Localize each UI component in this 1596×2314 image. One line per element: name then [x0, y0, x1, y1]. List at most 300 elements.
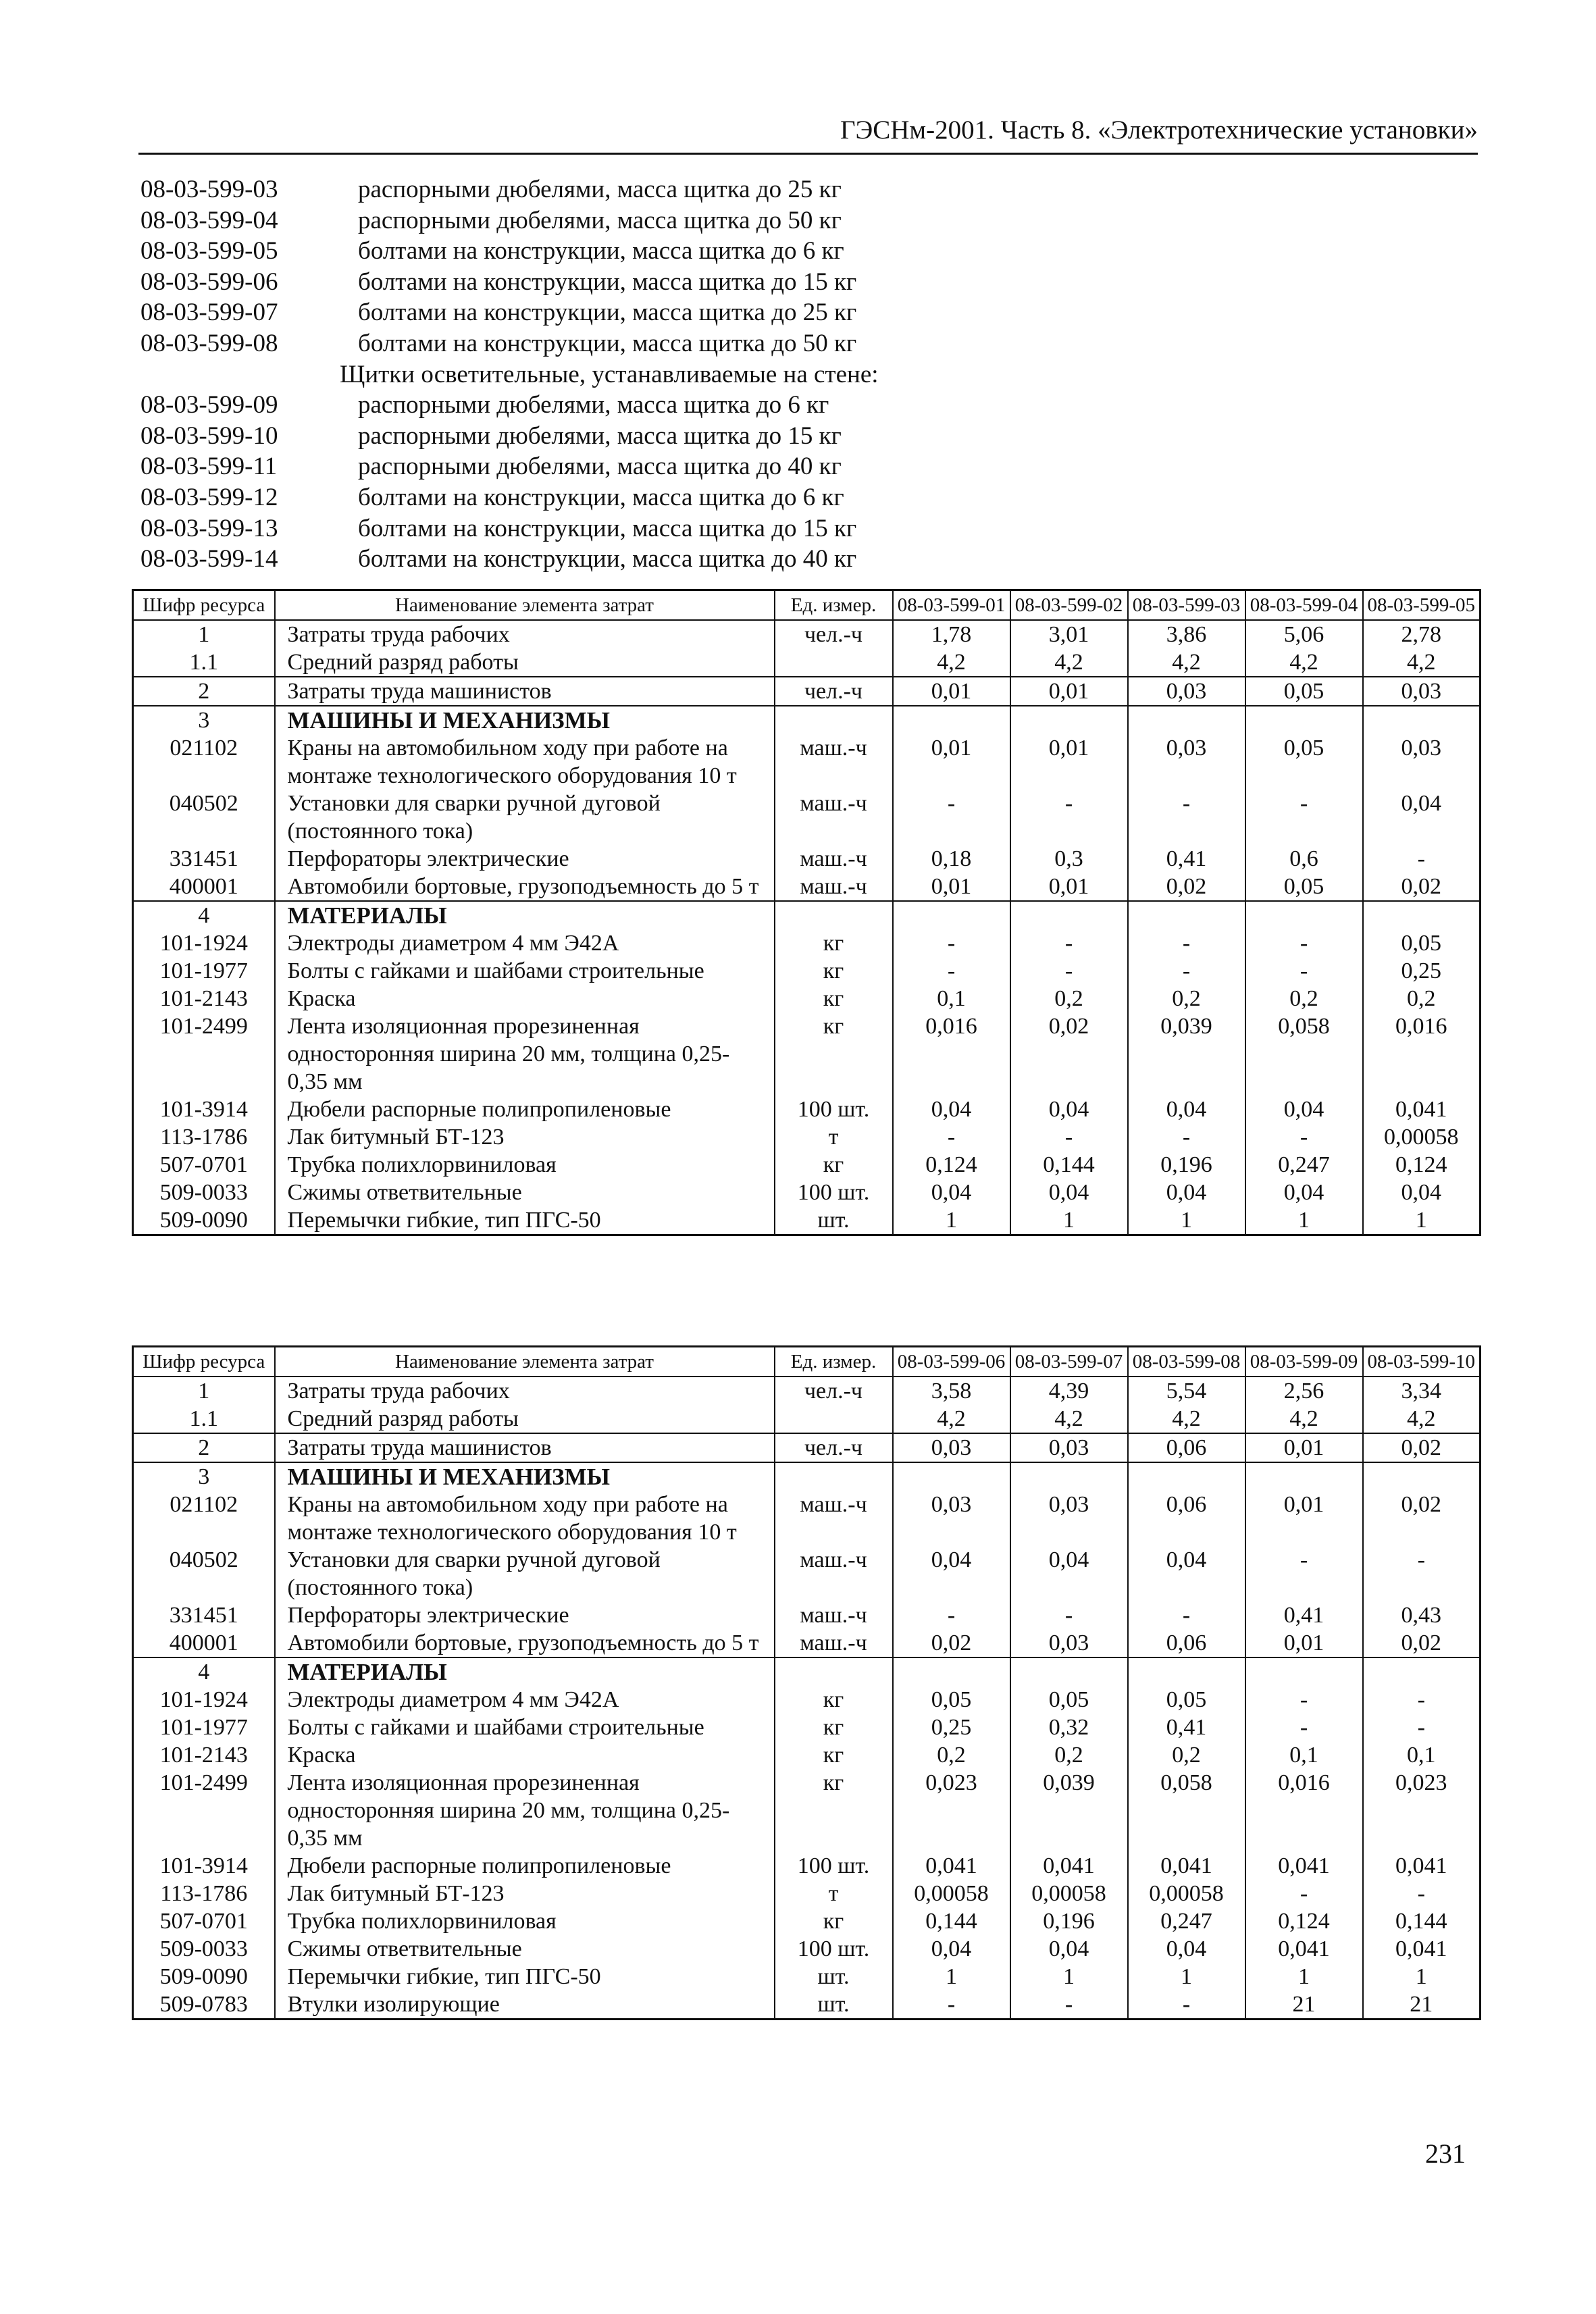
value-cell: - [1128, 1990, 1245, 2020]
table-row [133, 985, 1481, 1012]
header-norm-code: 08-03-599-10 [1363, 1347, 1481, 1377]
value-cell: 3,34 [1363, 1377, 1481, 1405]
norm-code: 08-03-599-05 [140, 237, 278, 265]
value-cell: 0,058 [1128, 1769, 1245, 1852]
value-cell: 0,1 [1407, 1743, 1436, 1768]
header-unit: Ед. измер. [775, 590, 893, 621]
value-cell [1363, 706, 1481, 734]
element-name: Перемычки гибкие, тип ПГС-50 [275, 1206, 775, 1235]
resource-code: 331451 [133, 845, 275, 873]
value-cell: 0,041 [1245, 1852, 1363, 1880]
value-cell: - [1245, 1123, 1363, 1151]
value-cell: - [1010, 1601, 1128, 1629]
unit: маш.-ч [775, 734, 893, 790]
value-cell [1010, 1657, 1128, 1686]
norm-code: 08-03-599-03 [140, 176, 278, 203]
unit: чел.-ч [775, 1377, 893, 1405]
value-cell: - [1245, 1546, 1363, 1601]
norm-description: болтами на конструкции, масса щитка до 6 кг [358, 237, 844, 265]
value-cell: 0,3 [1010, 845, 1128, 873]
value-cell: 0,041 [1010, 1852, 1128, 1880]
unit [775, 706, 893, 734]
unit: 100 шт. [775, 1935, 893, 1963]
value-cell [1128, 1657, 1245, 1686]
element-name: Средний разряд работы [275, 1405, 775, 1433]
table-row [133, 1935, 1481, 1963]
table-row [133, 1601, 1481, 1629]
value-cell: 4,2 [1407, 650, 1436, 675]
value-cell: 0,04 [1128, 1546, 1245, 1601]
value-cell: 5,54 [1128, 1377, 1245, 1405]
value-cell [1010, 706, 1128, 734]
code-list-item [140, 513, 1424, 544]
element-name: Автомобили бортовые, грузоподъемность до 5 т [275, 1629, 775, 1657]
value-cell: 0,05 [1245, 873, 1363, 901]
table-row [133, 1405, 1481, 1433]
value-cell: 0,1 [893, 985, 1010, 1012]
value-cell: 0,196 [1128, 1151, 1245, 1179]
element-name: Установки для сварки ручной дуговой (постоянного тока) [275, 790, 775, 845]
value-cell: - [893, 790, 1010, 845]
table-row [133, 845, 1481, 873]
norm-code: 08-03-599-07 [140, 299, 278, 327]
value-cell: 4,2 [1407, 1406, 1436, 1431]
unit: маш.-ч [775, 1601, 893, 1629]
value-cell: 0,05 [1010, 1686, 1128, 1714]
table-row [133, 957, 1481, 985]
resource-code: 507-0701 [133, 1907, 275, 1935]
value-cell: 0,058 [1245, 1012, 1363, 1096]
table-row [133, 1990, 1481, 2020]
norm-description: болтами на конструкции, масса щитка до 6 кг [358, 483, 844, 511]
element-name: Затраты труда рабочих [275, 1377, 775, 1405]
value-cell: 0,04 [893, 1935, 1010, 1963]
unit: 100 шт. [775, 1096, 893, 1123]
value-cell: 0,05 [893, 1686, 1010, 1714]
value-cell: 0,02 [1128, 873, 1245, 901]
resource-code: 2 [133, 1433, 275, 1462]
table-row [133, 1880, 1481, 1907]
unit: кг [775, 1151, 893, 1179]
value-cell: 1 [1128, 1963, 1245, 1990]
element-name: Лак битумный БТ-123 [275, 1123, 775, 1151]
element-name: Затраты труда рабочих [275, 620, 775, 648]
element-name: Лента изоляционная прорезиненная односторонняя ширина 20 мм, толщина 0,25-0,35 мм [275, 1012, 775, 1096]
value-cell: 0,04 [1128, 1096, 1245, 1123]
value-cell: 3,86 [1128, 620, 1245, 648]
value-cell: 0,43 [1401, 1603, 1441, 1628]
norm-code: 08-03-599-11 [140, 453, 278, 481]
value-cell: 0,01 [893, 873, 1010, 901]
unit [775, 648, 893, 677]
value-cell: 0,00058 [1010, 1880, 1128, 1907]
code-list-item [140, 390, 1424, 421]
value-cell: 0,05 [1401, 931, 1441, 956]
norm-code: 08-03-599-14 [140, 545, 278, 573]
element-name: Перфораторы электрические [275, 845, 775, 873]
value-cell [1245, 1657, 1363, 1686]
code-list-item [140, 544, 1424, 575]
element-name: МАШИНЫ И МЕХАНИЗМЫ [275, 1462, 775, 1491]
value-cell: 0,02 [1010, 1012, 1128, 1096]
value-cell: 0,25 [1401, 958, 1441, 983]
value-cell: 1,78 [893, 620, 1010, 648]
section-row [133, 1462, 1481, 1491]
value-cell: - [1417, 1687, 1425, 1712]
element-name: МАТЕРИАЛЫ [275, 1657, 775, 1686]
resource-code: 101-2499 [133, 1012, 275, 1096]
resource-code: 3 [133, 706, 275, 734]
value-cell: 0,04 [1128, 1179, 1245, 1206]
element-name: Краска [275, 985, 775, 1012]
value-cell: 0,03 [1010, 1491, 1128, 1546]
unit: маш.-ч [775, 1491, 893, 1546]
value-cell [893, 706, 1010, 734]
value-cell: 0,2 [1245, 985, 1363, 1012]
resource-code: 1.1 [133, 1405, 275, 1433]
value-cell: 0,04 [1010, 1096, 1128, 1123]
value-cell: 0,041 [1395, 1853, 1447, 1878]
unit: кг [775, 1907, 893, 1935]
value-cell [1010, 901, 1128, 929]
value-cell: 0,03 [1128, 734, 1245, 790]
value-cell: - [1417, 1881, 1425, 1906]
value-cell: 0,04 [893, 1546, 1010, 1601]
element-name: Краска [275, 1741, 775, 1769]
value-cell: - [893, 1123, 1010, 1151]
value-cell: 0,04 [1010, 1935, 1128, 1963]
value-cell: - [1245, 957, 1363, 985]
value-cell: 4,2 [893, 1405, 1010, 1433]
header-unit: Ед. измер. [775, 1347, 893, 1377]
resource-code: 101-3914 [133, 1096, 275, 1123]
resource-code: 040502 [133, 790, 275, 845]
value-cell: 4,2 [1010, 1405, 1128, 1433]
value-cell: 2,56 [1245, 1377, 1363, 1405]
norm-code: 08-03-599-04 [140, 206, 278, 234]
value-cell: 0,01 [893, 677, 1010, 706]
value-cell: - [1417, 846, 1425, 871]
value-cell: 0,41 [1128, 845, 1245, 873]
value-cell: 0,02 [1401, 1630, 1441, 1655]
header-norm-code: 08-03-599-07 [1010, 1347, 1128, 1377]
value-cell: 0,41 [1245, 1601, 1363, 1629]
unit [775, 1405, 893, 1433]
resource-code: 101-3914 [133, 1852, 275, 1880]
norm-description: распорными дюбелями, масса щитка до 25 кг [358, 176, 842, 203]
element-name: Лак битумный БТ-123 [275, 1880, 775, 1907]
value-cell: 1 [1245, 1963, 1363, 1990]
value-cell: - [1245, 1714, 1363, 1741]
unit: кг [775, 1714, 893, 1741]
norm-description: распорными дюбелями, масса щитка до 40 кг [358, 453, 842, 481]
norm-code: 08-03-599-12 [140, 483, 278, 511]
unit: т [775, 1880, 893, 1907]
code-list-item [140, 174, 1424, 205]
resource-table-1 [132, 589, 1481, 1236]
value-cell: 0,039 [1128, 1012, 1245, 1096]
value-cell [893, 901, 1010, 929]
value-cell: 0,41 [1128, 1714, 1245, 1741]
norm-description: распорными дюбелями, масса щитка до 15 кг [358, 421, 842, 450]
section-row [133, 706, 1481, 734]
element-name: Сжимы ответвительные [275, 1179, 775, 1206]
value-cell: 0,041 [1128, 1852, 1245, 1880]
value-cell: 0,041 [1395, 1097, 1447, 1122]
unit [775, 901, 893, 929]
element-name: Втулки изолирующие [275, 1990, 775, 2020]
unit: шт. [775, 1206, 893, 1235]
value-cell: 0,6 [1245, 845, 1363, 873]
value-cell: 1 [893, 1206, 1010, 1235]
code-list-item [140, 267, 1424, 298]
value-cell [1128, 706, 1245, 734]
unit: кг [775, 1012, 893, 1096]
value-cell: 0,04 [893, 1096, 1010, 1123]
unit: маш.-ч [775, 790, 893, 845]
resource-code: 101-1924 [133, 929, 275, 957]
norm-code: 08-03-599-06 [140, 267, 278, 296]
value-cell: - [893, 1990, 1010, 2020]
table-row [133, 1123, 1481, 1151]
value-cell: 0,05 [1245, 734, 1363, 790]
norm-code: 08-03-599-09 [140, 391, 278, 419]
value-cell: - [1010, 957, 1128, 985]
resource-code: 2 [133, 677, 275, 706]
value-cell: - [1417, 1547, 1425, 1572]
value-cell: 0,02 [893, 1629, 1010, 1657]
table-row [133, 620, 1481, 648]
value-cell: 0,124 [1245, 1907, 1363, 1935]
table-row [133, 1206, 1481, 1235]
norm-description: болтами на конструкции, масса щитка до 40 кг [358, 545, 857, 573]
value-cell: 0,124 [1395, 1152, 1447, 1177]
norm-code: 08-03-599-08 [140, 329, 278, 357]
value-cell: 0,144 [893, 1907, 1010, 1935]
value-cell: 0,144 [1395, 1909, 1447, 1934]
code-list-item [140, 421, 1424, 452]
value-cell: 1 [1010, 1206, 1128, 1235]
code-list-heading [140, 359, 1424, 390]
table-row [133, 1546, 1481, 1601]
unit: кг [775, 957, 893, 985]
unit: маш.-ч [775, 873, 893, 901]
value-cell: - [1010, 929, 1128, 957]
table-row [133, 1179, 1481, 1206]
value-cell: 0,041 [1395, 1936, 1447, 1961]
norm-code: 08-03-599-10 [140, 421, 278, 450]
table-row [133, 677, 1481, 706]
value-cell: 0,04 [893, 1179, 1010, 1206]
resource-code: 101-2143 [133, 1741, 275, 1769]
page-header-title: ГЭСНм-2001. Часть 8. «Электротехнические установки» [840, 115, 1478, 145]
value-cell: 0,04 [1128, 1935, 1245, 1963]
value-cell: 0,04 [1010, 1546, 1128, 1601]
unit: кг [775, 1769, 893, 1852]
element-name: Затраты труда машинистов [275, 1433, 775, 1462]
value-cell [893, 1462, 1010, 1491]
element-name: Затраты труда машинистов [275, 677, 775, 706]
value-cell: 0,03 [1010, 1433, 1128, 1462]
header-norm-code: 08-03-599-03 [1128, 590, 1245, 621]
value-cell: 0,03 [1363, 677, 1481, 706]
value-cell: - [1010, 790, 1128, 845]
header-norm-code: 08-03-599-01 [893, 590, 1010, 621]
value-cell: 4,2 [1245, 1405, 1363, 1433]
value-cell: 21 [1410, 1992, 1433, 2017]
norm-code: 08-03-599-13 [140, 514, 278, 542]
value-cell: 4,2 [1010, 648, 1128, 677]
value-cell [1010, 1462, 1128, 1491]
resource-code: 101-2499 [133, 1769, 275, 1852]
value-cell: 0,05 [1128, 1686, 1245, 1714]
norm-description: болтами на конструкции, масса щитка до 50 кг [358, 329, 857, 357]
unit: чел.-ч [775, 1433, 893, 1462]
value-cell: - [1128, 1601, 1245, 1629]
value-cell: 0,01 [1245, 1433, 1363, 1462]
value-cell: - [893, 1601, 1010, 1629]
value-cell: - [1417, 1715, 1425, 1740]
value-cell: 0,04 [1245, 1096, 1363, 1123]
value-cell: 0,02 [1401, 1492, 1441, 1517]
resource-code: 1 [133, 620, 275, 648]
value-cell: 0,023 [1395, 1770, 1447, 1795]
element-name: Краны на автомобильном ходу при работе на монтаже технологического оборудования 10 т [275, 734, 775, 790]
table-row [133, 1852, 1481, 1880]
table-row [133, 790, 1481, 845]
table-row [133, 1769, 1481, 1852]
value-cell: - [893, 957, 1010, 985]
value-cell: 0,247 [1128, 1907, 1245, 1935]
unit: 100 шт. [775, 1852, 893, 1880]
value-cell: 0,32 [1010, 1714, 1128, 1741]
value-cell: - [1245, 929, 1363, 957]
value-cell: 0,03 [1010, 1629, 1128, 1657]
element-name: Автомобили бортовые, грузоподъемность до 5 т [275, 873, 775, 901]
unit: чел.-ч [775, 677, 893, 706]
resource-code: 040502 [133, 1546, 275, 1601]
resource-code: 4 [133, 901, 275, 929]
element-name: Трубка полихлорвиниловая [275, 1907, 775, 1935]
value-cell: 4,2 [1245, 648, 1363, 677]
resource-code: 1 [133, 1377, 275, 1405]
value-cell: 1 [1415, 1964, 1427, 1989]
table-row [133, 1151, 1481, 1179]
element-name: Перфораторы электрические [275, 1601, 775, 1629]
value-cell: 0,016 [1245, 1769, 1363, 1852]
value-cell [1363, 901, 1481, 929]
resource-code: 509-0783 [133, 1990, 275, 2020]
value-cell: 0,02 [1401, 874, 1441, 899]
unit: маш.-ч [775, 845, 893, 873]
unit: шт. [775, 1990, 893, 2020]
resource-code: 331451 [133, 1601, 275, 1629]
value-cell: 0,2 [1407, 986, 1436, 1011]
table-row [133, 1377, 1481, 1405]
value-cell: 0,01 [1010, 734, 1128, 790]
header-element-name: Наименование элемента затрат [275, 590, 775, 621]
header-element-name: Наименование элемента затрат [275, 1347, 775, 1377]
element-name: Дюбели распорные полипропиленовые [275, 1096, 775, 1123]
value-cell: 1 [1245, 1206, 1363, 1235]
element-name: Электроды диаметром 4 мм Э42А [275, 929, 775, 957]
value-cell: 0,01 [1245, 1491, 1363, 1546]
table-row [133, 1629, 1481, 1657]
value-cell: 0,144 [1010, 1151, 1128, 1179]
unit: чел.-ч [775, 620, 893, 648]
resource-code: 021102 [133, 1491, 275, 1546]
value-cell: 0,04 [1010, 1179, 1128, 1206]
element-name: Установки для сварки ручной дуговой (постоянного тока) [275, 1546, 775, 1601]
value-cell: 0,2 [1010, 1741, 1128, 1769]
section-row [133, 901, 1481, 929]
value-cell: 21 [1245, 1990, 1363, 2020]
value-cell: 0,03 [1401, 736, 1441, 761]
value-cell: 0,03 [893, 1491, 1010, 1546]
element-name: Электроды диаметром 4 мм Э42А [275, 1686, 775, 1714]
value-cell: 0,02 [1363, 1433, 1481, 1462]
resource-code: 101-1977 [133, 1714, 275, 1741]
norm-description: распорными дюбелями, масса щитка до 50 кг [358, 206, 842, 234]
code-list-item [140, 451, 1424, 482]
value-cell: 0,01 [1010, 677, 1128, 706]
header-resource-code: Шифр ресурса [133, 590, 275, 621]
value-cell: 0,03 [893, 1433, 1010, 1462]
value-cell: 0,2 [1010, 985, 1128, 1012]
resource-code: 509-0090 [133, 1963, 275, 1990]
table-row [133, 1096, 1481, 1123]
value-cell: 0,2 [1128, 985, 1245, 1012]
table-row [133, 1686, 1481, 1714]
resource-code: 400001 [133, 873, 275, 901]
value-cell: 4,39 [1010, 1377, 1128, 1405]
value-cell: 0,039 [1010, 1769, 1128, 1852]
element-name: Средний разряд работы [275, 648, 775, 677]
unit: маш.-ч [775, 1546, 893, 1601]
table-row [133, 1714, 1481, 1741]
value-cell: 0,1 [1245, 1741, 1363, 1769]
resource-code: 509-0090 [133, 1206, 275, 1235]
value-cell: 4,2 [1128, 1405, 1245, 1433]
code-list-item [140, 328, 1424, 359]
table-row [133, 1741, 1481, 1769]
resource-code: 4 [133, 1657, 275, 1686]
element-name: Перемычки гибкие, тип ПГС-50 [275, 1963, 775, 1990]
resource-code: 113-1786 [133, 1880, 275, 1907]
element-name: Сжимы ответвительные [275, 1935, 775, 1963]
value-cell: - [1128, 929, 1245, 957]
value-cell: 0,05 [1245, 677, 1363, 706]
value-cell [1245, 901, 1363, 929]
unit: маш.-ч [775, 1629, 893, 1657]
value-cell: 4,2 [893, 648, 1010, 677]
header-norm-code: 08-03-599-06 [893, 1347, 1010, 1377]
unit: т [775, 1123, 893, 1151]
unit: кг [775, 1741, 893, 1769]
value-cell: - [1245, 1880, 1363, 1907]
norm-description: болтами на конструкции, масса щитка до 15 кг [358, 267, 857, 296]
value-cell: 0,041 [1245, 1935, 1363, 1963]
resource-code: 509-0033 [133, 1935, 275, 1963]
element-name: Болты с гайками и шайбами строительные [275, 1714, 775, 1741]
resource-code: 3 [133, 1462, 275, 1491]
element-name: Болты с гайками и шайбами строительные [275, 957, 775, 985]
value-cell: 0,196 [1010, 1907, 1128, 1935]
value-cell: 0,023 [893, 1769, 1010, 1852]
header-resource-code: Шифр ресурса [133, 1347, 275, 1377]
element-name: Краны на автомобильном ходу при работе на монтаже технологического оборудования 10 т [275, 1491, 775, 1546]
header-norm-code: 08-03-599-05 [1363, 590, 1481, 621]
